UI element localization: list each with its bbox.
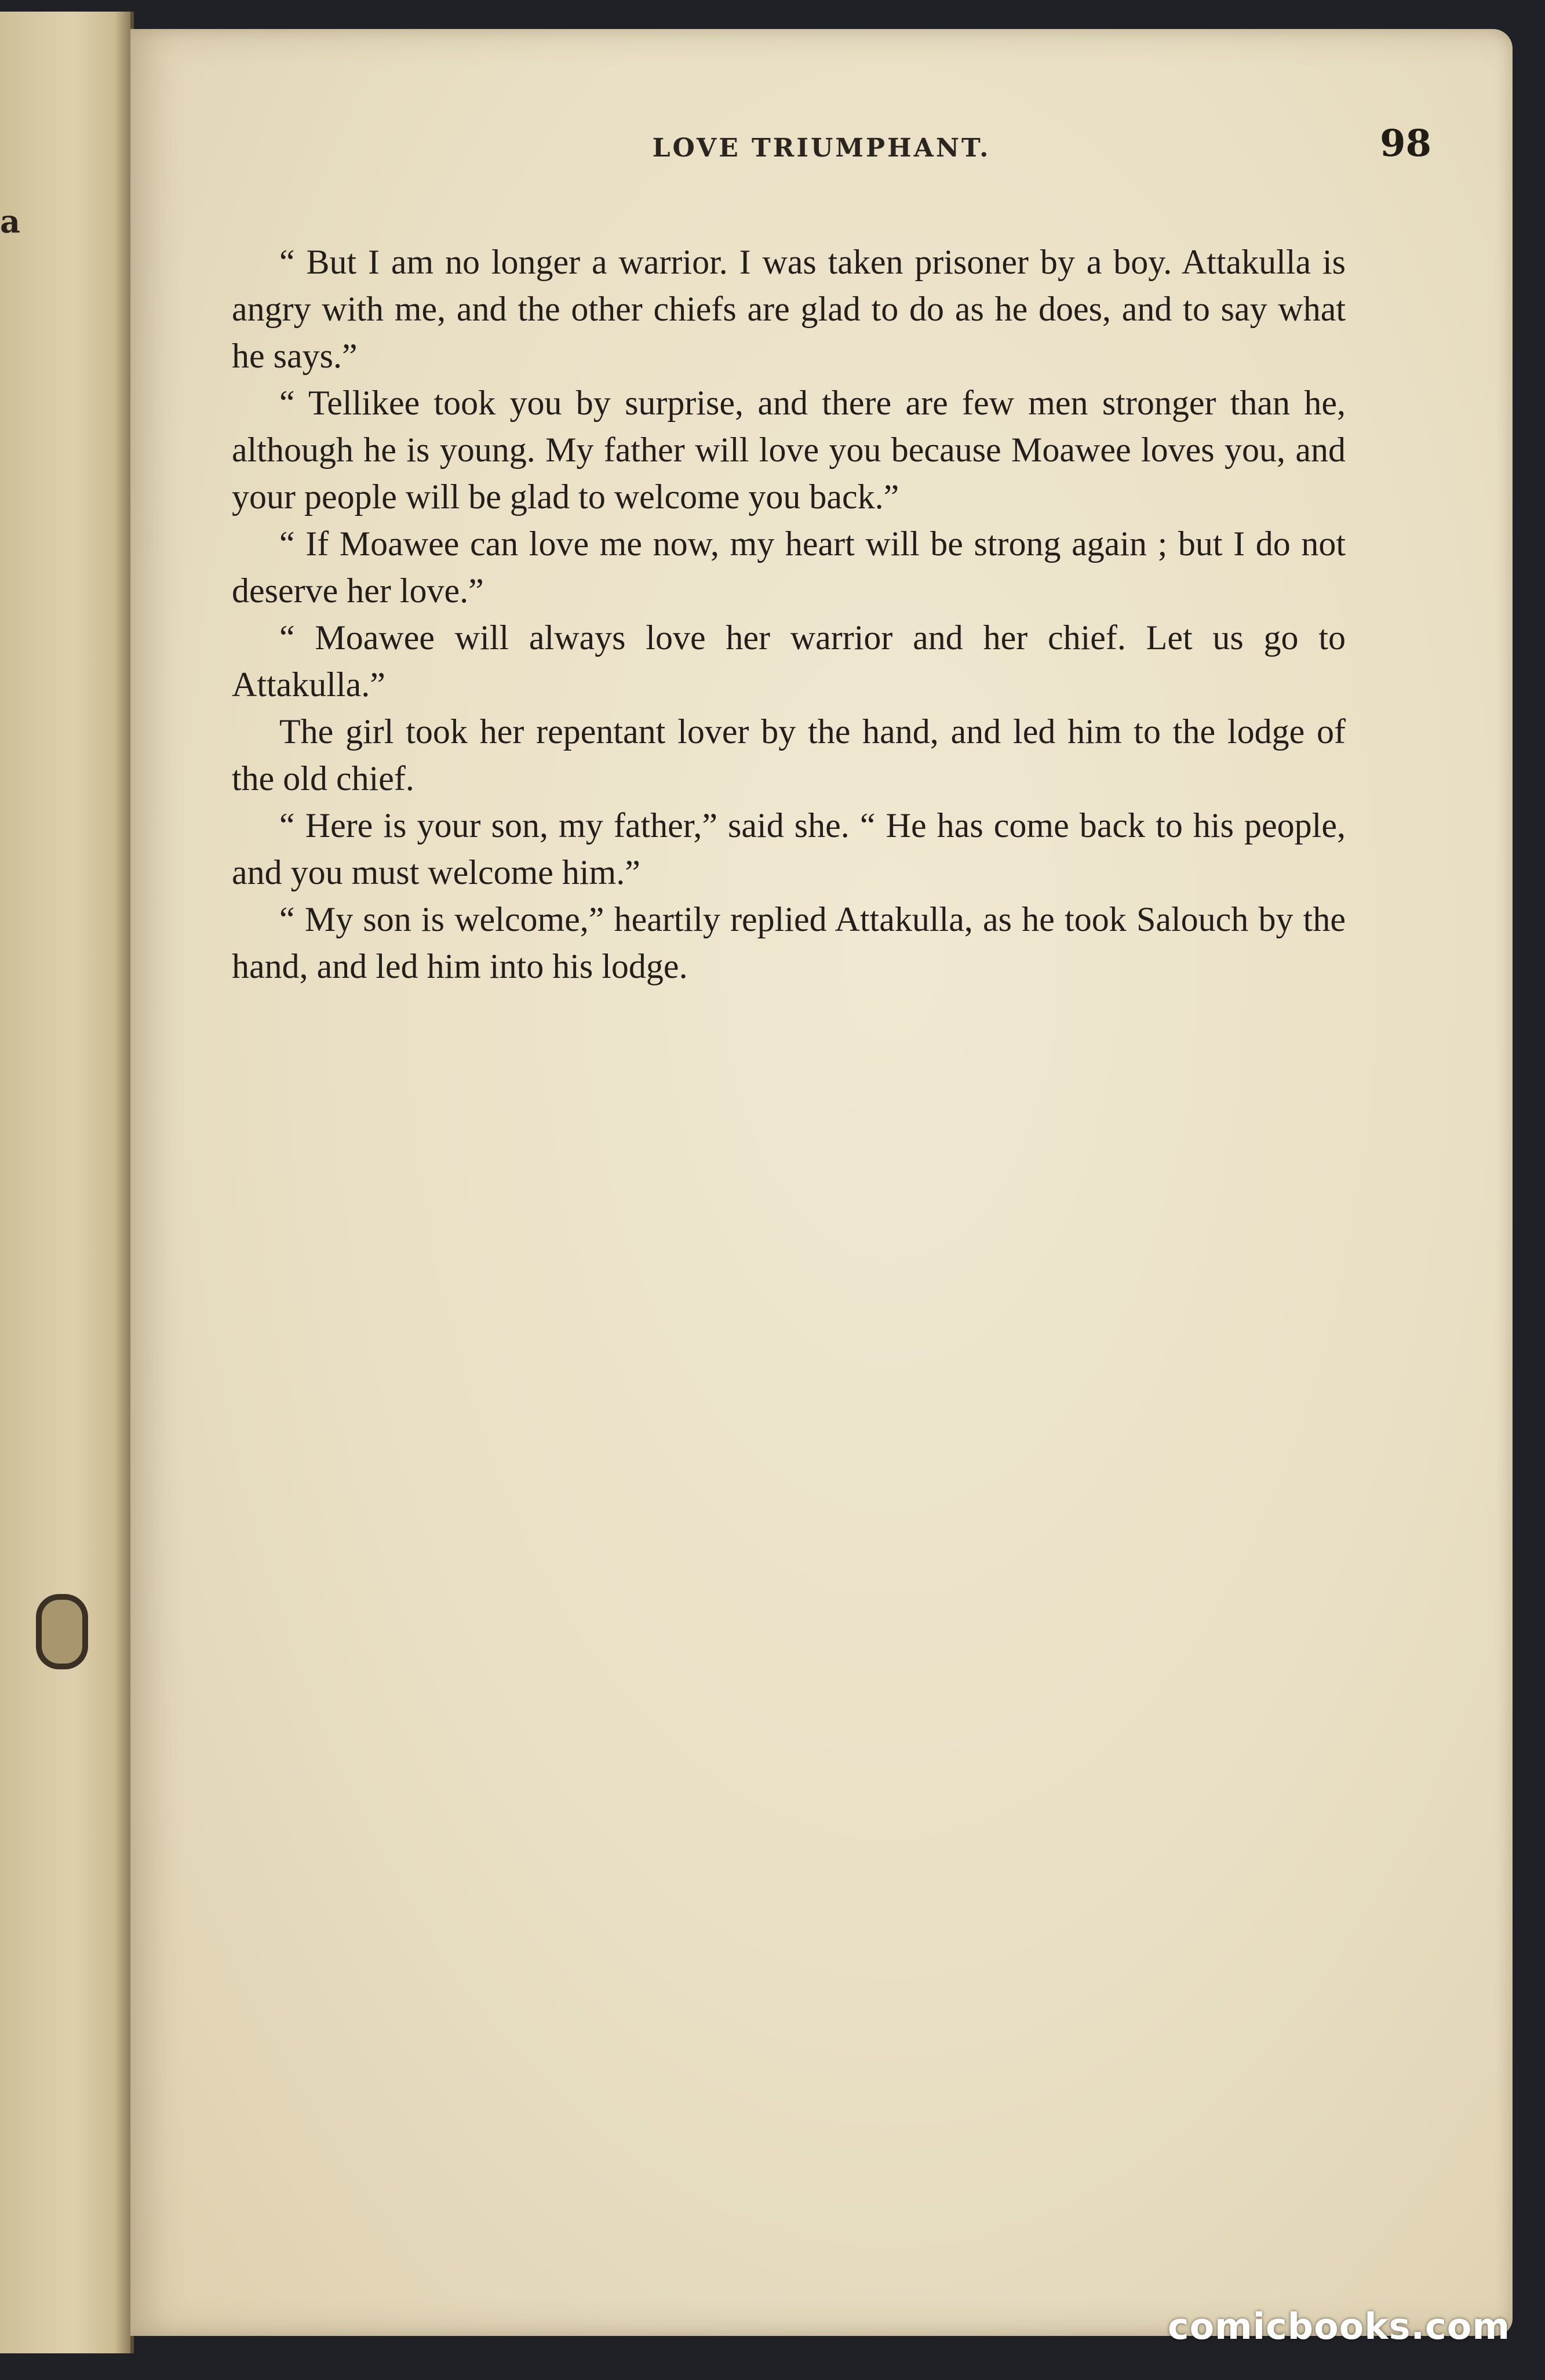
paragraph: “ My son is welcome,” heartily replied Attakulla, as he took Salouch by the hand, and led him into his lodge.	[232, 900, 1346, 985]
paragraph: The girl took her repentant lover by the hand, and led him to the lodge of the old chief.	[232, 712, 1346, 798]
paragraph: “ Tellikee took you by surprise, and there are few men stronger than he, although he is young. My father will love you because Moawee loves you, and your people will be glad to welcome you back.”	[232, 384, 1346, 516]
paragraph: “ Here is your son, my father,” said she. “ He has come back to his people, and you must welcome him.”	[232, 806, 1346, 891]
paragraph: “ But I am no longer a warrior. I was taken prisoner by a boy. Attakulla is angry with me, and the other chiefs are glad to do as he does, and to say what he says.”	[232, 243, 1346, 375]
left-page-glyph: a	[0, 203, 20, 240]
book-page	[130, 29, 1513, 2336]
paragraph: “ If Moawee can love me now, my heart will be strong again ; but I do not deserve her love.”	[232, 525, 1346, 610]
body-text	[232, 239, 1346, 990]
paragraph: “ Moawee will always love her warrior and her chief. Let us go to Attakulla.”	[232, 618, 1346, 704]
running-head: LOVE TRIUMPHANT.	[652, 133, 991, 163]
left-page-edge	[0, 12, 134, 2353]
site-watermark: comicbooks.com	[1167, 2305, 1510, 2348]
binding-thread	[36, 1594, 88, 1669]
page-number: 98	[1379, 122, 1431, 165]
